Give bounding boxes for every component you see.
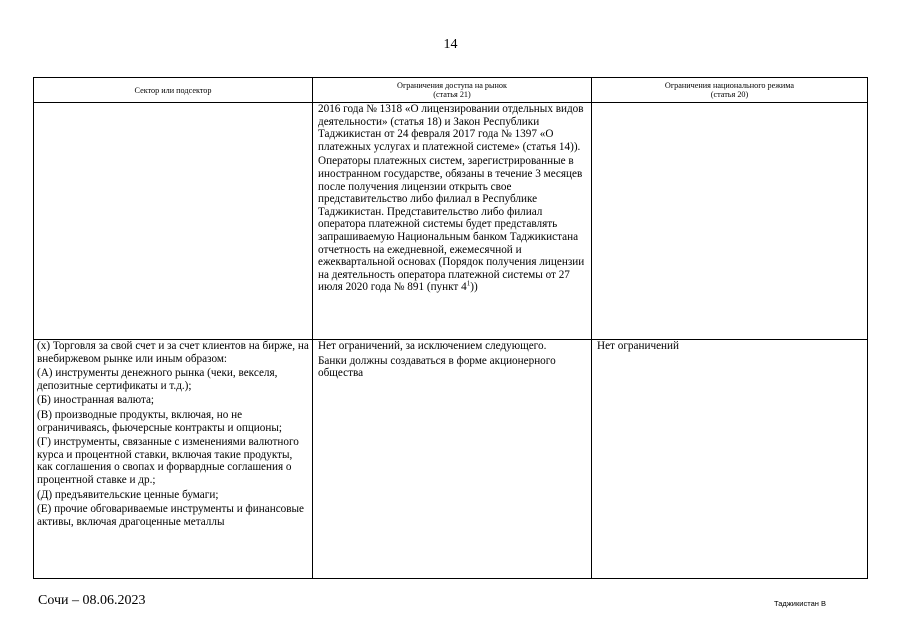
sector-item-d: (Д) предъявительские ценные бумаги; bbox=[37, 488, 219, 501]
table-header-row bbox=[34, 78, 868, 103]
row1-sector-cell bbox=[34, 103, 313, 340]
header-national-treatment bbox=[592, 78, 868, 103]
header-sector-label: Сектор или подсектор bbox=[134, 85, 212, 95]
commitments-table bbox=[33, 77, 868, 579]
row2-market-access-paragraph-2: Банки должны создаваться в форме акционерного общества bbox=[318, 354, 556, 380]
row1-market-access-paragraph-2-text: Операторы платежных систем, зарегистрированные в иностранном государстве, обязаны в течение 3 месяцев после получения лицензии открыть свое представительство либо филиал в Республике Таджикистан. Представительство либо филиал оператора платежной системы будет представлять запрашиваемую Национальным банком Таджикистана отчетность на ежедневной, ежемесячной и ежеквартальной основах (Порядок получения лицензии на деятельность оператора платежной системы от 27 июля 2020 года № 891 (пункт 4 bbox=[318, 155, 585, 294]
row1-market-access-paragraph-1: 2016 года № 1318 «О лицензировании отдельных видов деятельности» (статья 18) и Закон Республики Таджикистан от 24 февраля 2017 года № 1397 «О платежных услугах и платежной системе» (статья 14)). bbox=[318, 103, 584, 153]
page-number: 14 bbox=[443, 37, 458, 52]
footer-date-place: Сочи – 08.06.2023 bbox=[38, 593, 146, 608]
sector-item-g: (Г) инструменты, связанные с изменениями валютного курса и процентной ставки, включая такие продукты, как соглашения о свопах и форвардные соглашения о процентной ставке и др.; bbox=[37, 436, 299, 486]
sector-item-v: (В) производные продукты, включая, но не ограничиваясь, фьючерсные контракты и опционы; bbox=[37, 408, 283, 434]
sector-item-e: (Е) прочие обговариваемые инструменты и финансовые активы, включая драгоценные металлы bbox=[37, 503, 305, 528]
row1-market-access-cell bbox=[313, 103, 592, 340]
row2-market-access-paragraph-1: Нет ограничений, за исключением следующего. bbox=[318, 340, 547, 352]
table-row bbox=[34, 340, 868, 579]
sector-item-x: (x) Торговля за свой счет и за счет клиентов на бирже, на внебиржевом рынке или иным образом: bbox=[37, 340, 309, 365]
header-market-access bbox=[313, 78, 592, 103]
sector-item-a: (А) инструменты денежного рынка (чеки, векселя, депозитные сертификаты и т.д.); bbox=[37, 367, 278, 392]
header-national-treatment-title: Ограничения национального режима bbox=[664, 81, 795, 90]
table-row bbox=[34, 103, 868, 340]
header-sector bbox=[34, 78, 313, 103]
header-market-access-article: (статья 21) bbox=[433, 90, 471, 99]
row1-market-access-paragraph-2 bbox=[318, 155, 588, 294]
footer-country-label: Таджикистан В bbox=[774, 599, 826, 608]
header-national-treatment-article: (статья 20) bbox=[710, 90, 749, 99]
sector-item-b: (Б) иностранная валюта; bbox=[37, 394, 155, 407]
header-market-access-title: Ограничения доступа на рынок bbox=[397, 81, 507, 90]
row2-national-treatment-cell: Нет ограничений bbox=[592, 340, 868, 579]
row2-market-access-cell bbox=[313, 340, 592, 579]
row1-national-treatment-cell bbox=[592, 103, 868, 340]
row1-market-access-superscript: 1 bbox=[466, 279, 471, 288]
row2-sector-cell bbox=[34, 340, 313, 579]
row1-market-access-paragraph-2-end: )) bbox=[470, 281, 478, 294]
